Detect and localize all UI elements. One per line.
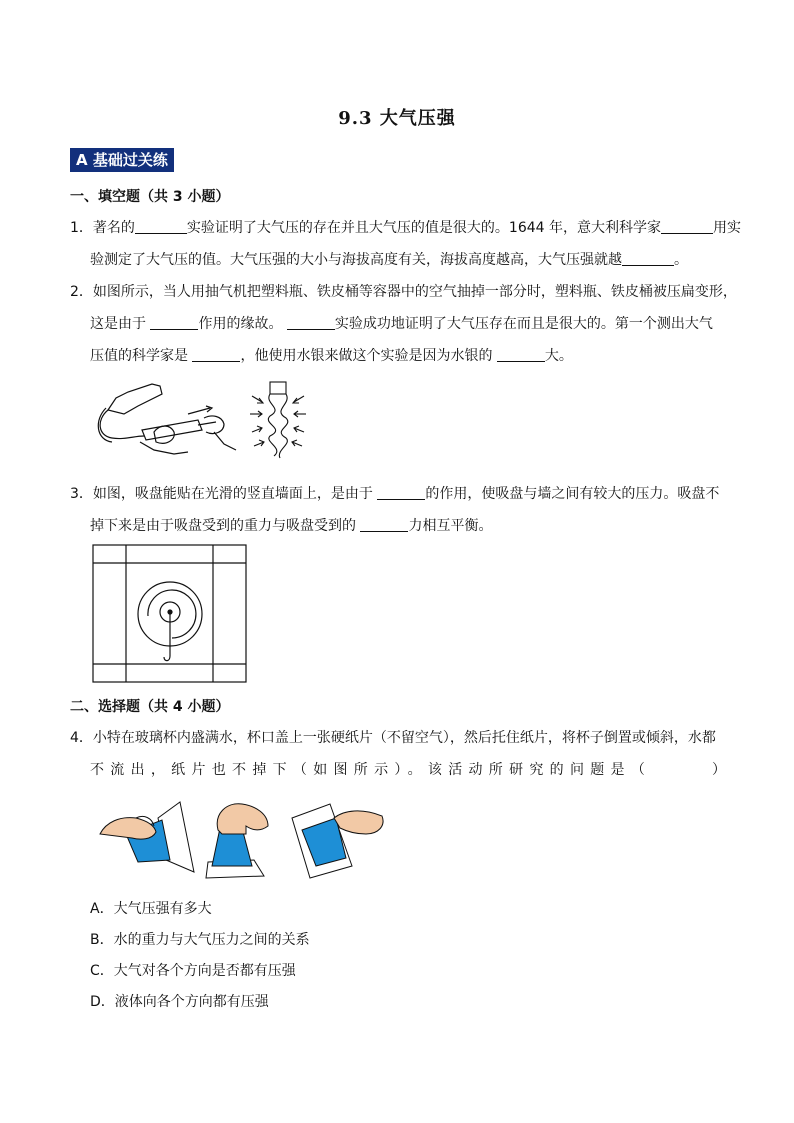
blank[interactable] [661,219,713,234]
blank[interactable] [497,347,545,362]
section-badge: A 基础过关练 [70,148,174,172]
question-2: 2．如图所示，当人用抽气机把塑料瓶、铁皮桶等容器中的空气抽掉一部分时，塑料瓶、铁皮桶被压扁变形， 这是由于 作用的缘故。 实验成功地证明了大气压存在而且是很大的。第一个测出大气 压值的科学家是 ，他使用水银来做这个实验是因为水银的 大。 [70,284,737,364]
blank[interactable] [360,517,408,532]
cups-figure [96,800,388,880]
suction-cup-figure [92,544,248,684]
page-title: 9.3 大气压强 [338,108,456,129]
option-c[interactable]: C．大气对各个方向是否都有压强 [90,963,296,979]
option-a[interactable]: A．大气压强有多大 [90,901,212,917]
option-d[interactable]: D．液体向各个方向都有压强 [90,994,269,1010]
blank[interactable] [192,347,240,362]
pump-figure [94,380,310,462]
question-3: 3．如图，吸盘能贴在光滑的竖直墙面上，是由于 的作用，使吸盘与墙之间有较大的压力。吸盘不 掉下来是由于吸盘受到的重力与吸盘受到的 力相互平衡。 [70,486,720,534]
option-b[interactable]: B．水的重力与大气压力之间的关系 [90,932,310,948]
blank[interactable] [377,485,425,500]
blank[interactable] [622,251,674,266]
question-1: 1．著名的 实验证明了大气压的存在并且大气压的值是很大的。1644 年，意大利科学家 用实 验测定了大气压的值。大气压强的大小与海拔高度有关，海拔高度越高，大气压强就越 。 [70,220,741,268]
part1-heading: 一、填空题（共 3 小题） [70,189,230,205]
blank[interactable] [150,315,198,330]
blank[interactable] [135,219,187,234]
part2-heading: 二、选择题（共 4 小题） [70,699,230,715]
question-4: 4．小特在玻璃杯内盛满水，杯口盖上一张硬纸片（不留空气），然后托住纸片，将杯子倒置或倾斜，水都 不流出，纸片也不掉下（如图所示）。该活动所研究的问题是（ ） [70,730,726,778]
blank[interactable] [287,315,335,330]
